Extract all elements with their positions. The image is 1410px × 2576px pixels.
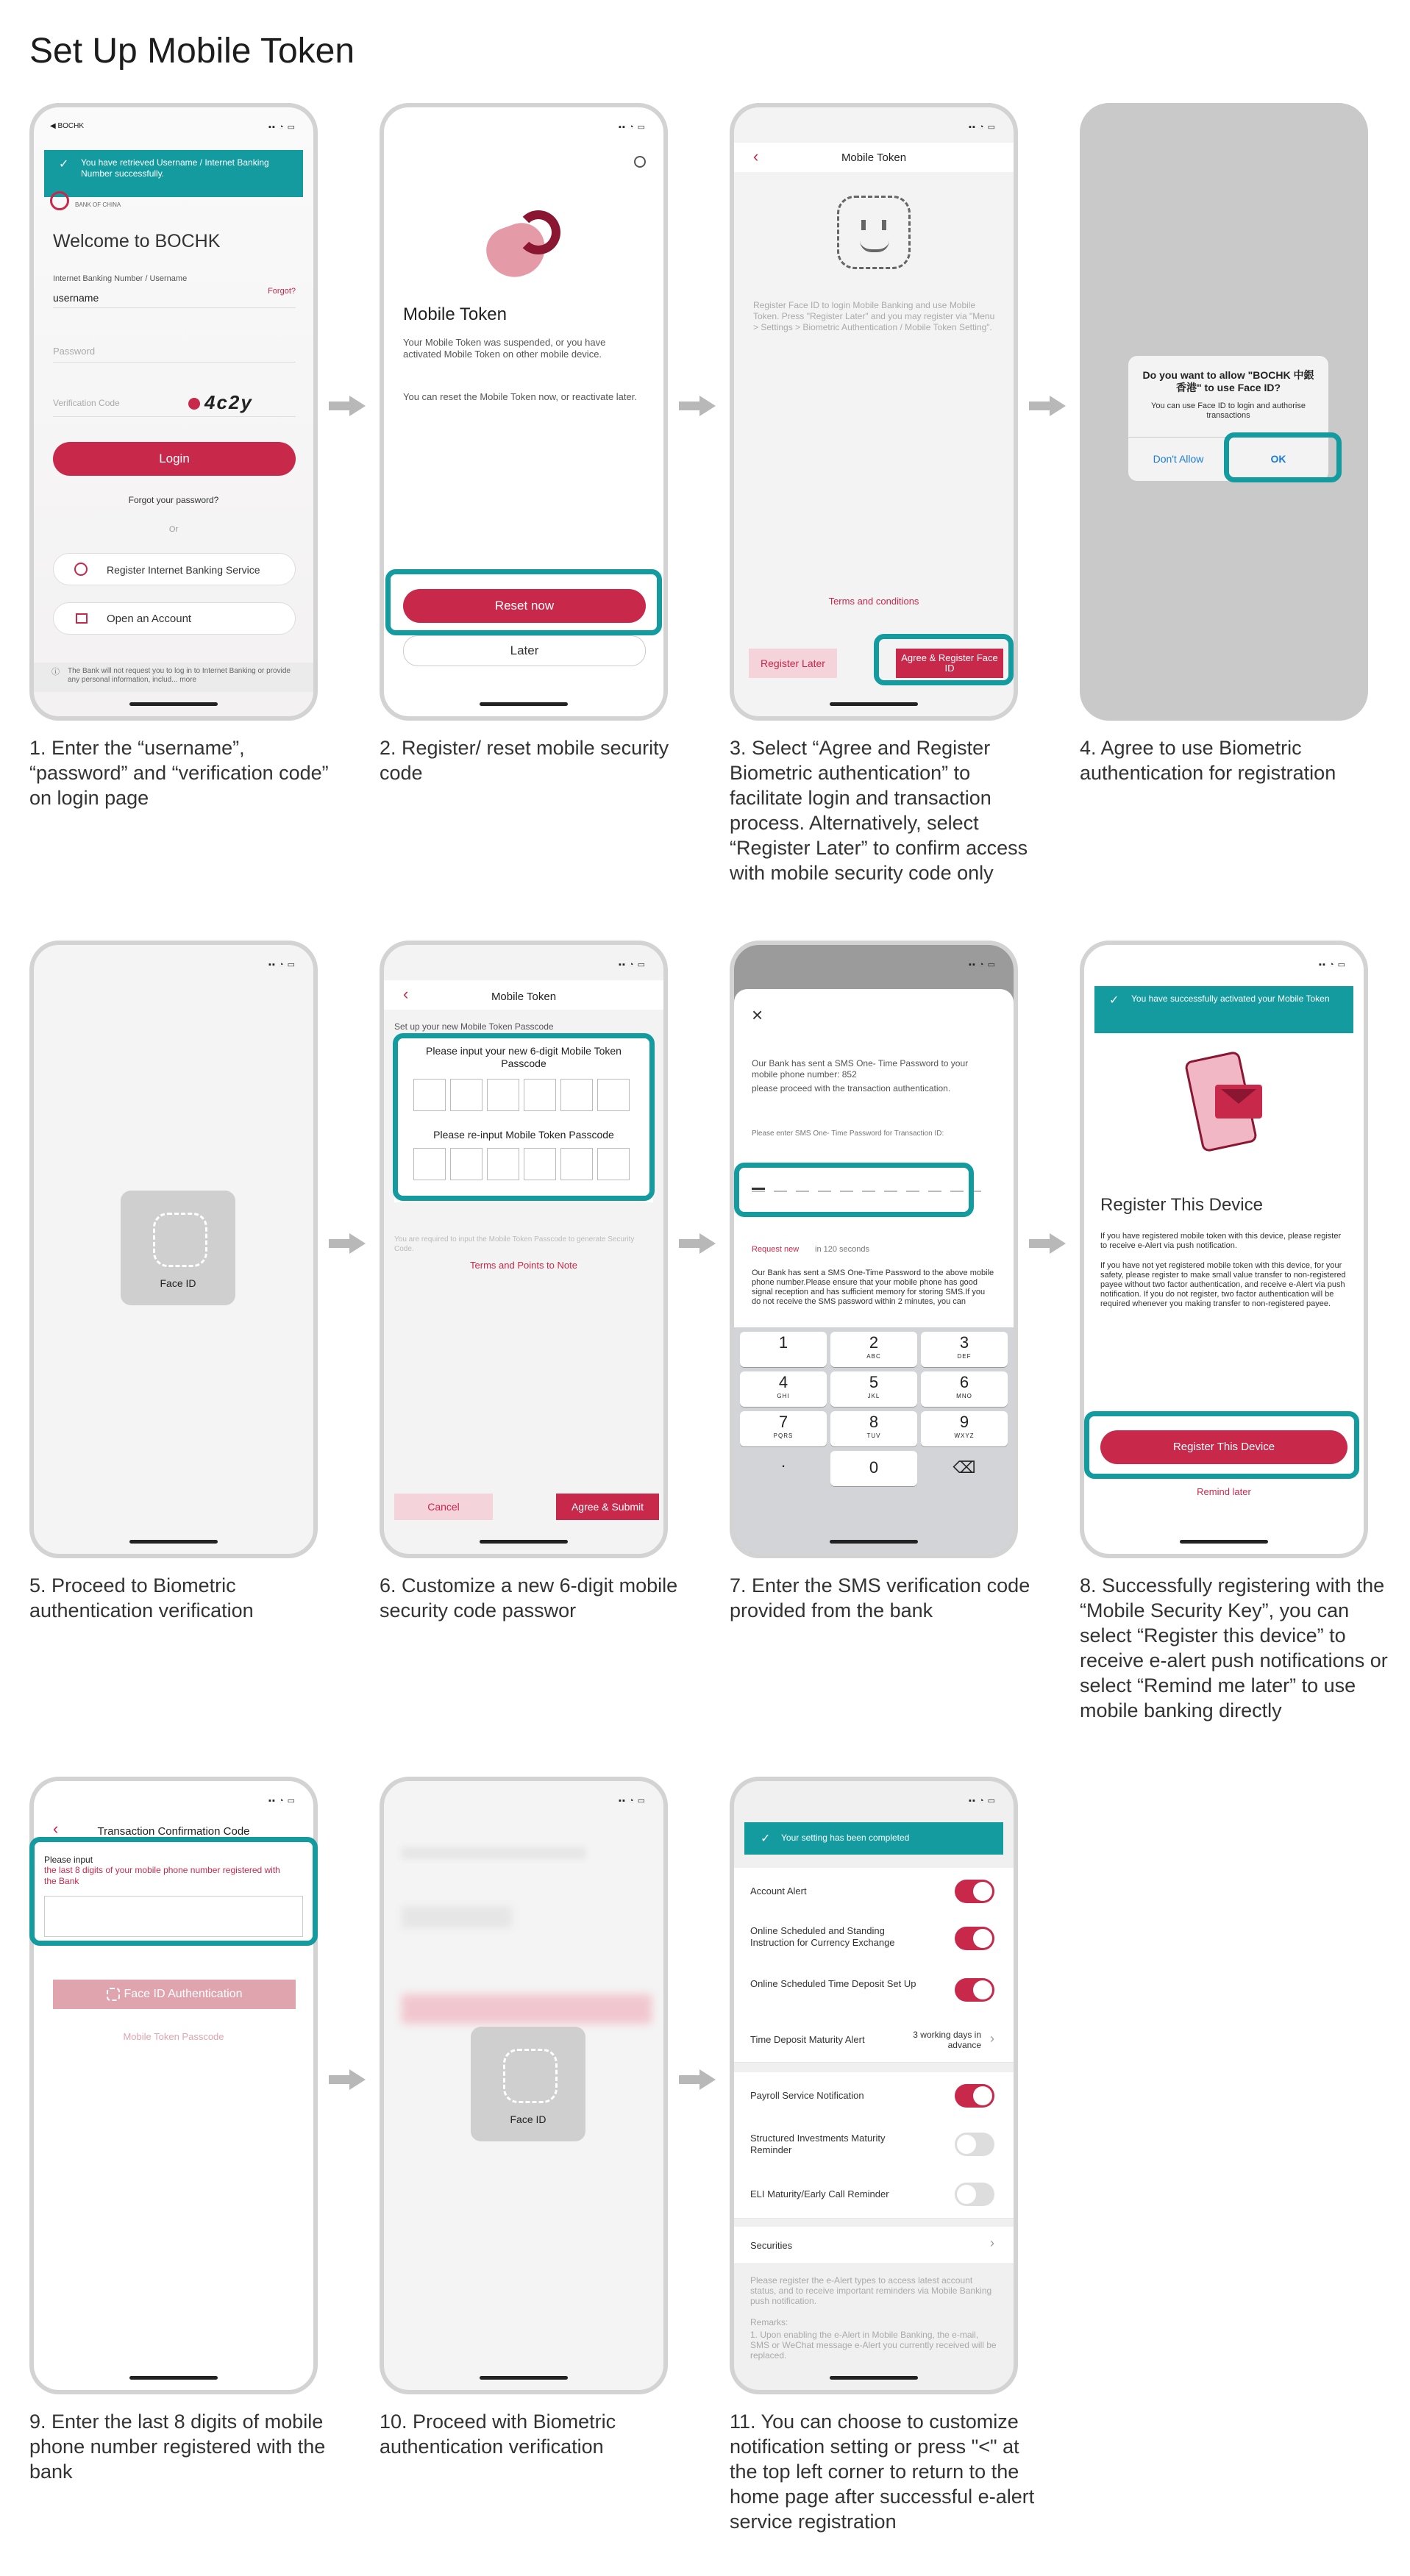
step-caption: 7. Enter the SMS verification code provided from the bank [730, 1574, 1030, 1621]
step-5 [29, 941, 318, 1621]
forgot-password-link[interactable]: Forgot your password? [128, 495, 219, 505]
phone-screen-faceid-verify: ▪▪ ◔ ▭ Face ID [380, 1777, 668, 2394]
phone-screen-faceid-permission [1080, 103, 1368, 721]
flow-arrow [1050, 1233, 1066, 1254]
back-icon[interactable]: ‹ [53, 1819, 59, 1838]
step-caption: 6. Customize a new 6-digit mobile security code passwor [380, 1574, 678, 1621]
welcome-heading: Welcome to BOCHK [53, 231, 221, 251]
username-field[interactable]: username [53, 292, 99, 304]
close-icon[interactable]: × [752, 1004, 763, 1026]
later-button[interactable]: Later [403, 635, 646, 666]
step-caption: 11. You can choose to customize notification setting or press "<" at the top left corner to return to the home page after successful e-alert service registration [730, 2411, 1035, 2533]
bank-logo [50, 191, 69, 210]
face-id-auth-button[interactable]: Face ID Authentication [53, 1980, 296, 2009]
setting-row[interactable]: Structured Investments Maturity Reminder [734, 2119, 1014, 2172]
step-caption: 1. Enter the “username”, “password” and “verification code” on login page [29, 737, 329, 809]
remind-later-link[interactable]: Remind later [1197, 1486, 1251, 1497]
captcha-image: 4c2y [204, 391, 253, 413]
key-8[interactable]: 8 TUV [830, 1411, 917, 1446]
page-title: Set Up Mobile Token [29, 32, 355, 71]
step-6 [380, 941, 678, 1621]
flow-arrow [699, 396, 716, 416]
setting-row[interactable]: ELI Maturity/Early Call Reminder [734, 2171, 1014, 2219]
face-id-icon [837, 196, 911, 269]
step-caption: 8. Successfully registering with the “Mobile Security Key”, you can select “Register this device” to receive e-alert push notifications or select “Remind me later” to use mobile banking directly [1080, 1574, 1388, 1722]
phone-screen-ealert-settings: ▪▪ ◔ ▭ ✓ Your setting has been completed Account Alert Online Scheduled and Standing Instruction for Currency Exchange Online Scheduled Time Deposit Set Up Time Deposit Maturity Alert 3 working days in advance › Payroll Service Notification Structured Investments Maturity Reminder ELI Maturity/Early Call Reminder Securities › Please register the e-Alert types to access latest account status, and to receive important reminders via Mobile Banking push notification. Remarks: 1. Upon enabling the e-Alert in Mobile Banking, the e-mail, SMS or WeChat message e-Alert you currently received will be replaced. [730, 1777, 1018, 2394]
screen-title: Mobile Token [491, 991, 557, 1003]
dont-allow-button[interactable]: Don't Allow [1153, 453, 1204, 465]
flow-arrow [699, 2069, 716, 2090]
back-icon[interactable]: ‹ [403, 985, 409, 1003]
password-field[interactable]: Password [53, 346, 96, 357]
setting-row[interactable]: Online Scheduled Time Deposit Set Up [734, 1962, 1014, 2019]
bank-building-icon [76, 613, 88, 624]
flow-arrow [349, 1233, 366, 1254]
phone-screen-passcode: ▪▪ ◔ ▭ ‹ Mobile Token Set up your new Mobile Token Passcode Please input your new 6-digit Mobile Token Passcode Please re-input Mobile Token Passcode You are required to input the Mobile Token Passcode to generate Security Code. Terms and Points to Note Cancel Agree & Submit [380, 941, 668, 1558]
step-11 [730, 1777, 1035, 2533]
key-1[interactable]: 1 [740, 1332, 827, 1367]
face-id-overlay: Face ID [121, 1191, 235, 1305]
mobile-token-passcode-link[interactable]: Mobile Token Passcode [123, 2031, 224, 2042]
login-button[interactable]: Login [53, 442, 296, 476]
highlight-box [734, 1163, 974, 1217]
alert-toggle[interactable] [955, 1927, 994, 1950]
step-8 [1080, 941, 1388, 1722]
support-icon[interactable] [634, 156, 646, 168]
success-toast: ✓ Your setting has been completed [744, 1822, 1003, 1855]
alert-toggle[interactable] [955, 2084, 994, 2108]
key-6[interactable]: 6 MNO [921, 1371, 1008, 1407]
setting-row[interactable]: Payroll Service Notification [734, 2072, 1014, 2120]
phone-screen-sms-otp: ▪▪ ◔ ▭ × Our Bank has sent a SMS One- Time Password to your mobile phone number: 852 please proceed with the transaction authentication. Please enter SMS One- Time Password for Transaction ID: Request new in 120 seconds Our Bank has sent a SMS One-Time Password to the above mobile phone number.Please ensure that your mobile phone has good signal reception and has sufficient memory for storing SMS.If you do not receive the SMS password within 2 minutes, you can 1 2 ABC 3 DEF 4 GHI 5 JKL 6 MNO 7 PQRS 8 TUV 9 WXYZ . 0 ⌫ [730, 941, 1018, 1558]
register-icon [74, 563, 88, 576]
phone-screen-register-device: ▪▪ ◔ ▭ ✓ You have successfully activated your Mobile Token Register This Device If you have registered mobile token with this device, please register to receive e-Alert via push notification. If you have not yet registered mobile token with this device, for your safety, please register to make small value transfer to non-registered payee without two factor authentication, and receive e-Alert via push notification. If you do not register, two factor authentication will be required whenever you making transfer to non-registered payee. Register This Device Remind later [1080, 941, 1368, 1558]
phone-screen-register-faceid: ▪▪ ◔ ▭ ‹ Mobile Token Register Face ID to login Mobile Banking and use Mobile Token. Press "Register Later" and you may register via "Menu > Settings > Biometric Authentication / Mobile Token Setting". Terms and conditions Register Later Agree & Register Face ID [730, 103, 1018, 721]
mobile-token-illustration [480, 203, 568, 284]
agree-submit-button[interactable]: Agree & Submit [556, 1494, 659, 1520]
step-1 [29, 103, 329, 809]
chevron-right-icon: › [990, 2236, 994, 2250]
success-toast: ✓ You have retrieved Username / Internet Banking Number successfully. [44, 150, 303, 197]
notice-bar: ⓘ The Bank will not request you to log in to Internet Banking or provide any personal information, includ... more [34, 663, 313, 692]
agree-register-faceid-button[interactable]: Agree & Register Face ID [896, 649, 1003, 678]
step-9 [29, 1777, 326, 2483]
register-ib-button[interactable]: Register Internet Banking Service [53, 553, 296, 585]
refresh-captcha-icon[interactable] [188, 398, 200, 410]
step-3 [730, 103, 1028, 884]
terms-link[interactable]: Terms and Points to Note [470, 1260, 577, 1271]
backspace-icon[interactable]: ⌫ [953, 1458, 976, 1477]
highlight-box [1084, 1411, 1359, 1479]
step-10 [380, 1777, 668, 2458]
chevron-right-icon: › [990, 2031, 994, 2046]
check-icon: ✓ [761, 1833, 771, 1845]
phone-screen-faceid-scan: ▪▪ ◔ ▭ Face ID [29, 941, 318, 1558]
forgot-username-link[interactable]: Forgot? [268, 287, 296, 296]
highlight-box [393, 1033, 655, 1201]
face-id-overlay: Face ID [471, 2027, 585, 2141]
key-3[interactable]: 3 DEF [921, 1332, 1008, 1367]
flow-arrow [349, 396, 366, 416]
alert-toggle[interactable] [955, 2133, 994, 2156]
check-icon: ✓ [59, 158, 69, 171]
face-id-icon [107, 1988, 120, 2001]
setting-row[interactable]: Online Scheduled and Standing Instruction for Currency Exchange [734, 1915, 1014, 1963]
request-new-link[interactable]: Request new [752, 1245, 800, 1254]
key-5[interactable]: 5 JKL [830, 1371, 917, 1407]
info-icon: ⓘ [51, 668, 60, 677]
register-device-button[interactable]: Register This Device [1100, 1430, 1347, 1464]
mobile-token-heading: Mobile Token [403, 304, 507, 324]
screen-title: Mobile Token [841, 151, 907, 164]
phone-screen-confirmation-code: ▪▪ ◔ ▭ ‹ Transaction Confirmation Code Please input the last 8 digits of your mobile phone number registered with the Bank Face ID Authentication Mobile Token Passcode [29, 1777, 318, 2394]
highlight-box [874, 634, 1014, 685]
success-toast: ✓ You have successfully activated your Mobile Token [1094, 986, 1353, 1033]
phone-notification-illustration [1178, 1048, 1274, 1158]
phone-screen-mobile-token: ▪▪ ◔ ▭ Mobile Token Your Mobile Token was suspended, or you have activated Mobile Token on other mobile device. You can reset the Mobile Token now, or reactivate later. Reset now Later [380, 103, 668, 721]
back-icon[interactable]: ‹ [753, 147, 759, 165]
cancel-button[interactable]: Cancel [394, 1494, 493, 1520]
step-caption: 4. Agree to use Biometric authentication for registration [1080, 737, 1336, 784]
screen-title: Transaction Confirmation Code [97, 1825, 250, 1838]
step-caption: 5. Proceed to Biometric authentication verification [29, 1574, 254, 1621]
terms-link[interactable]: Terms and conditions [828, 596, 919, 607]
numeric-keypad [734, 1327, 1014, 1554]
step-caption: 10. Proceed with Biometric authentication verification [380, 2411, 616, 2458]
register-device-heading: Register This Device [1100, 1195, 1263, 1215]
verification-code-field[interactable]: Verification Code [53, 398, 120, 408]
alert-toggle[interactable] [955, 1880, 994, 1903]
phone-screen-login: ◀ BOCHK ▪▪ ◔ ▭ ✓ You have retrieved Username / Internet Banking Number successfully. BANK OF CHINA Welcome to BOCHK Internet Banking Number / Username Forgot? username Password Verification Code 4c2y Login Forgot your password? Or Register Internet Banking Service Open an Account ⓘ The Bank will not request you to log in to Internet Banking or provide any personal information, includ... more [29, 103, 318, 721]
permission-dialog: Do you want to allow "BOCHK 中銀香港" to use Face ID? You can use Face ID to login and authorise transactions Don't Allow OK [1128, 356, 1328, 481]
key-2[interactable]: 2 ABC [830, 1332, 917, 1367]
setting-row[interactable]: Account Alert [734, 1868, 1014, 1916]
flow-arrow [699, 1233, 716, 1254]
flow-arrow [349, 2069, 366, 2090]
ok-button[interactable]: OK [1270, 453, 1286, 465]
key-9[interactable]: 9 WXYZ [921, 1411, 1008, 1446]
alert-toggle[interactable] [955, 2183, 994, 2206]
key-7[interactable]: 7 PQRS [740, 1411, 827, 1446]
open-account-button[interactable]: Open an Account [53, 602, 296, 635]
step-7 [730, 941, 1030, 1621]
alert-toggle[interactable] [955, 1978, 994, 2002]
key-4[interactable]: 4 GHI [740, 1371, 827, 1407]
securities-row[interactable]: Securities › [734, 2227, 1014, 2264]
step-caption: 9. Enter the last 8 digits of mobile phone number registered with the bank [29, 2411, 326, 2483]
key-0[interactable]: 0 [830, 1451, 917, 1486]
highlight-box [385, 569, 662, 635]
register-later-button[interactable]: Register Later [749, 649, 837, 678]
flow-arrow [1050, 396, 1066, 416]
highlight-box [29, 1837, 318, 1946]
reset-now-button[interactable]: Reset now [403, 589, 646, 623]
setting-row[interactable]: Time Deposit Maturity Alert 3 working days in advance › [734, 2018, 1014, 2063]
step-caption: 3. Select “Agree and Register Biometric authentication” to facilitate login and transaction process. Alternatively, select “Register Later” to confirm access with mobile security code only [730, 737, 1028, 884]
check-icon: ✓ [1109, 994, 1119, 1007]
step-2 [380, 103, 669, 784]
step-4 [1080, 103, 1368, 784]
step-caption: 2. Register/ reset mobile security code [380, 737, 669, 784]
key-dot[interactable]: . [780, 1452, 786, 1471]
highlight-box [1224, 432, 1342, 482]
